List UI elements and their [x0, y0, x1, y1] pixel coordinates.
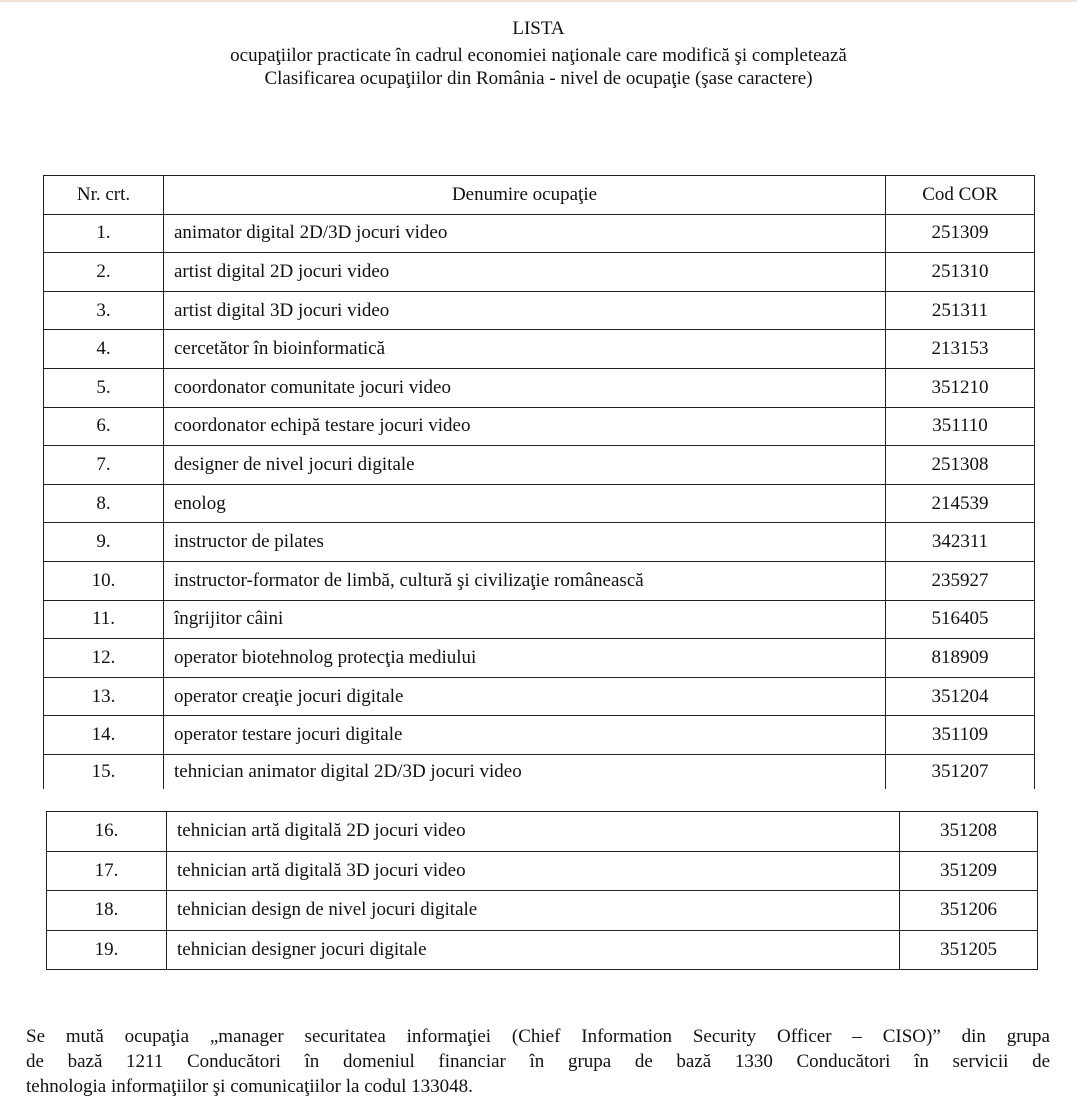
- row-number: 17.: [47, 851, 167, 891]
- occupation-name: enolog: [164, 484, 886, 523]
- table-row: [44, 677, 1035, 716]
- document-title: LISTA: [512, 18, 565, 39]
- document-subtitle-line-2: Clasificarea ocupaţiilor din România - nivel de ocupaţie (şase caractere): [264, 68, 813, 89]
- cor-code: 351205: [900, 930, 1038, 970]
- cor-code: 342311: [886, 523, 1035, 562]
- row-number: 18.: [47, 891, 167, 931]
- occupation-name: operator testare jocuri digitale: [164, 716, 886, 755]
- table-row: [47, 812, 1038, 852]
- transfer-note-paragraph: [26, 1024, 1050, 1099]
- cor-code: 516405: [886, 600, 1035, 639]
- cor-code: 351204: [886, 677, 1035, 716]
- row-number: 11.: [44, 600, 164, 639]
- occupation-name: tehnician design de nivel jocuri digitale: [167, 891, 900, 931]
- table-row: [44, 253, 1035, 292]
- occupation-name: operator creaţie jocuri digitale: [164, 677, 886, 716]
- table-row: [44, 716, 1035, 755]
- occupation-name: tehnician artă digitală 2D jocuri video: [167, 812, 900, 852]
- cor-code: 351207: [886, 754, 1035, 789]
- occupation-name: designer de nivel jocuri digitale: [164, 446, 886, 485]
- table-row: [44, 214, 1035, 253]
- occupation-name: coordonator echipă testare jocuri video: [164, 407, 886, 446]
- occupation-name: instructor de pilates: [164, 523, 886, 562]
- cor-code: 235927: [886, 561, 1035, 600]
- table-row: [44, 523, 1035, 562]
- cor-code: 351210: [886, 368, 1035, 407]
- cor-code: 351110: [886, 407, 1035, 446]
- table-row: [44, 600, 1035, 639]
- cor-code: 818909: [886, 639, 1035, 678]
- table-row: [47, 930, 1038, 970]
- occupation-name: instructor-formator de limbă, cultură şi civilizaţie românească: [164, 561, 886, 600]
- cor-code: 351206: [900, 891, 1038, 931]
- cor-code: 251310: [886, 253, 1035, 292]
- row-number: 8.: [44, 484, 164, 523]
- occupation-name: artist digital 2D jocuri video: [164, 253, 886, 292]
- row-number: 13.: [44, 677, 164, 716]
- table-row: [44, 484, 1035, 523]
- occupation-name: tehnician designer jocuri digitale: [167, 930, 900, 970]
- row-number: 1.: [44, 214, 164, 253]
- table-row: [44, 330, 1035, 369]
- occupation-name: animator digital 2D/3D jocuri video: [164, 214, 886, 253]
- header-nr-crt: Nr. crt.: [44, 176, 164, 215]
- row-number: 2.: [44, 253, 164, 292]
- row-number: 14.: [44, 716, 164, 755]
- cor-code: 213153: [886, 330, 1035, 369]
- cor-code: 351109: [886, 716, 1035, 755]
- row-number: 12.: [44, 639, 164, 678]
- cor-code: 251309: [886, 214, 1035, 253]
- note-line-2: de bază 1211 Conducători în domeniul financiar în grupa de bază 1330 Conducători în servicii de: [26, 1051, 1050, 1072]
- row-number: 19.: [47, 930, 167, 970]
- row-number: 3.: [44, 291, 164, 330]
- row-number: 15.: [44, 754, 164, 789]
- table-row: [47, 851, 1038, 891]
- occupation-name: îngrijitor câini: [164, 600, 886, 639]
- table-row: [44, 754, 1035, 789]
- cor-code: 214539: [886, 484, 1035, 523]
- occupation-name: cercetător în bioinformatică: [164, 330, 886, 369]
- note-line-3: tehnologia informaţiilor şi comunicaţiilor la codul 133048.: [26, 1076, 473, 1097]
- occupations-table-part-2: [46, 811, 1038, 970]
- row-number: 4.: [44, 330, 164, 369]
- table-row: [44, 291, 1035, 330]
- occupation-name: tehnician artă digitală 3D jocuri video: [167, 851, 900, 891]
- table-row: [44, 407, 1035, 446]
- top-border: [0, 0, 1077, 2]
- occupation-name: coordonator comunitate jocuri video: [164, 368, 886, 407]
- row-number: 10.: [44, 561, 164, 600]
- occupation-name: operator biotehnolog protecţia mediului: [164, 639, 886, 678]
- occupation-name: tehnician animator digital 2D/3D jocuri video: [164, 754, 886, 789]
- row-number: 9.: [44, 523, 164, 562]
- header-denumire-ocupatie: Denumire ocupaţie: [164, 176, 886, 215]
- row-number: 5.: [44, 368, 164, 407]
- header-cod-cor: Cod COR: [886, 176, 1035, 215]
- table-row: [47, 891, 1038, 931]
- row-number: 6.: [44, 407, 164, 446]
- table-header-row: [44, 176, 1035, 215]
- cor-code: 251311: [886, 291, 1035, 330]
- document-subtitle-line-1: ocupaţiilor practicate în cadrul economiei naţionale care modifică şi completează: [230, 45, 847, 66]
- table-row: [44, 561, 1035, 600]
- table-row: [44, 639, 1035, 678]
- table-row: [44, 446, 1035, 485]
- row-number: 7.: [44, 446, 164, 485]
- occupations-table-part-1: [43, 175, 1035, 789]
- cor-code: 351209: [900, 851, 1038, 891]
- row-number: 16.: [47, 812, 167, 852]
- occupation-name: artist digital 3D jocuri video: [164, 291, 886, 330]
- note-line-1: Se mută ocupaţia „manager securitatea informaţiei (Chief Information Security Officer – CISO)” din grupa: [26, 1026, 1050, 1047]
- cor-code: 351208: [900, 812, 1038, 852]
- cor-code: 251308: [886, 446, 1035, 485]
- table-row: [44, 368, 1035, 407]
